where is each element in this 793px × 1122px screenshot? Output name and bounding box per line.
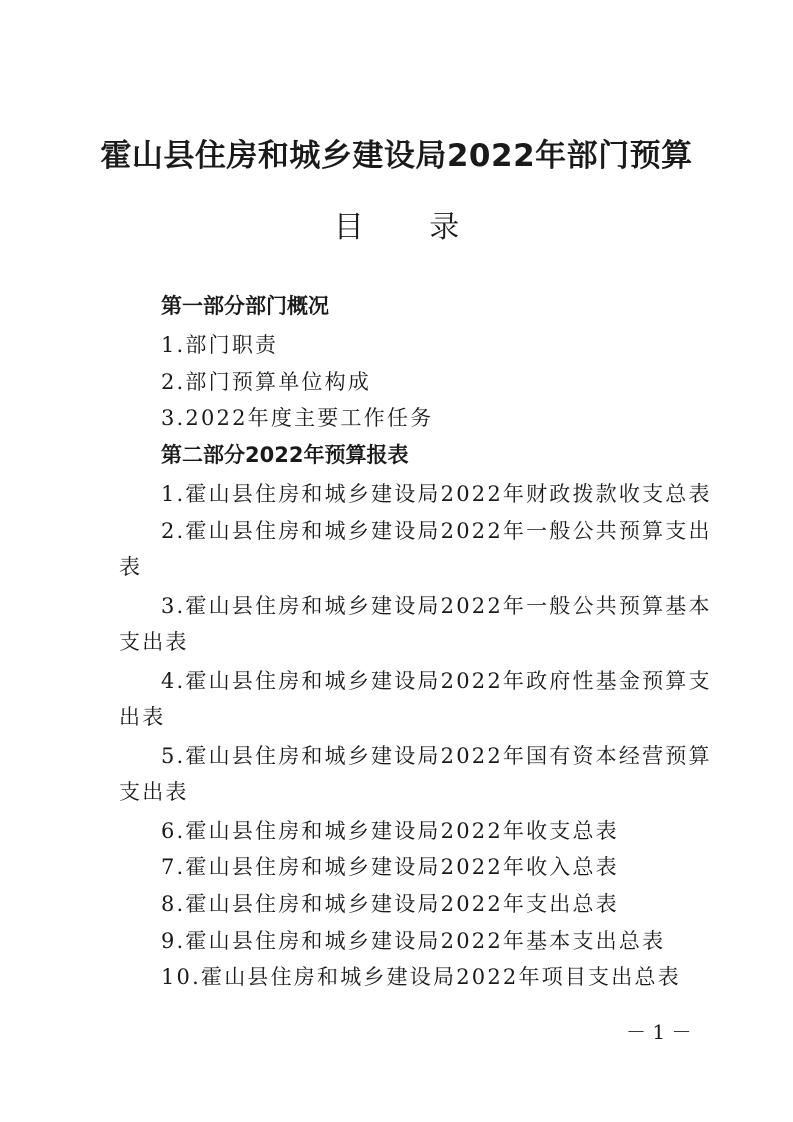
toc-item: 4.霍山县住房和城乡建设局2022年政府性基金预算支 <box>161 669 712 693</box>
toc-item-continuation: 出表 <box>119 705 166 729</box>
toc-item: 1.霍山县住房和城乡建设局2022年财政拨款收支总表 <box>161 482 712 506</box>
toc-item: 2.霍山县住房和城乡建设局2022年一般公共预算支出 <box>161 519 712 543</box>
toc-item-continuation: 支出表 <box>119 630 189 654</box>
toc-item-continuation: 支出表 <box>119 780 189 804</box>
toc-item: 10.霍山县住房和城乡建设局2022年项目支出总表 <box>161 965 681 989</box>
toc-item: 8.霍山县住房和城乡建设局2022年支出总表 <box>161 892 619 916</box>
toc-item: 6.霍山县住房和城乡建设局2022年收支总表 <box>161 819 619 843</box>
toc-item-continuation: 表 <box>119 555 143 579</box>
toc-item: 7.霍山县住房和城乡建设局2022年收入总表 <box>161 855 619 879</box>
toc-item: 9.霍山县住房和城乡建设局2022年基本支出总表 <box>161 929 666 953</box>
table-of-contents-heading: 目 录 <box>333 210 460 245</box>
page-number: － 1 － <box>626 1020 692 1044</box>
toc-item: 3.霍山县住房和城乡建设局2022年一般公共预算基本 <box>161 594 712 618</box>
document-title: 霍山县住房和城乡建设局2022年部门预算 <box>100 138 693 174</box>
part-one-heading: 第一部分部门概况 <box>161 294 329 318</box>
toc-item: 5.霍山县住房和城乡建设局2022年国有资本经营预算 <box>161 744 712 768</box>
toc-item: 2.部门预算单位构成 <box>161 370 372 394</box>
part-two-heading: 第二部分2022年预算报表 <box>161 443 409 467</box>
toc-item: 3.2022年度主要工作任务 <box>161 406 434 430</box>
toc-item: 1.部门职责 <box>161 333 279 357</box>
